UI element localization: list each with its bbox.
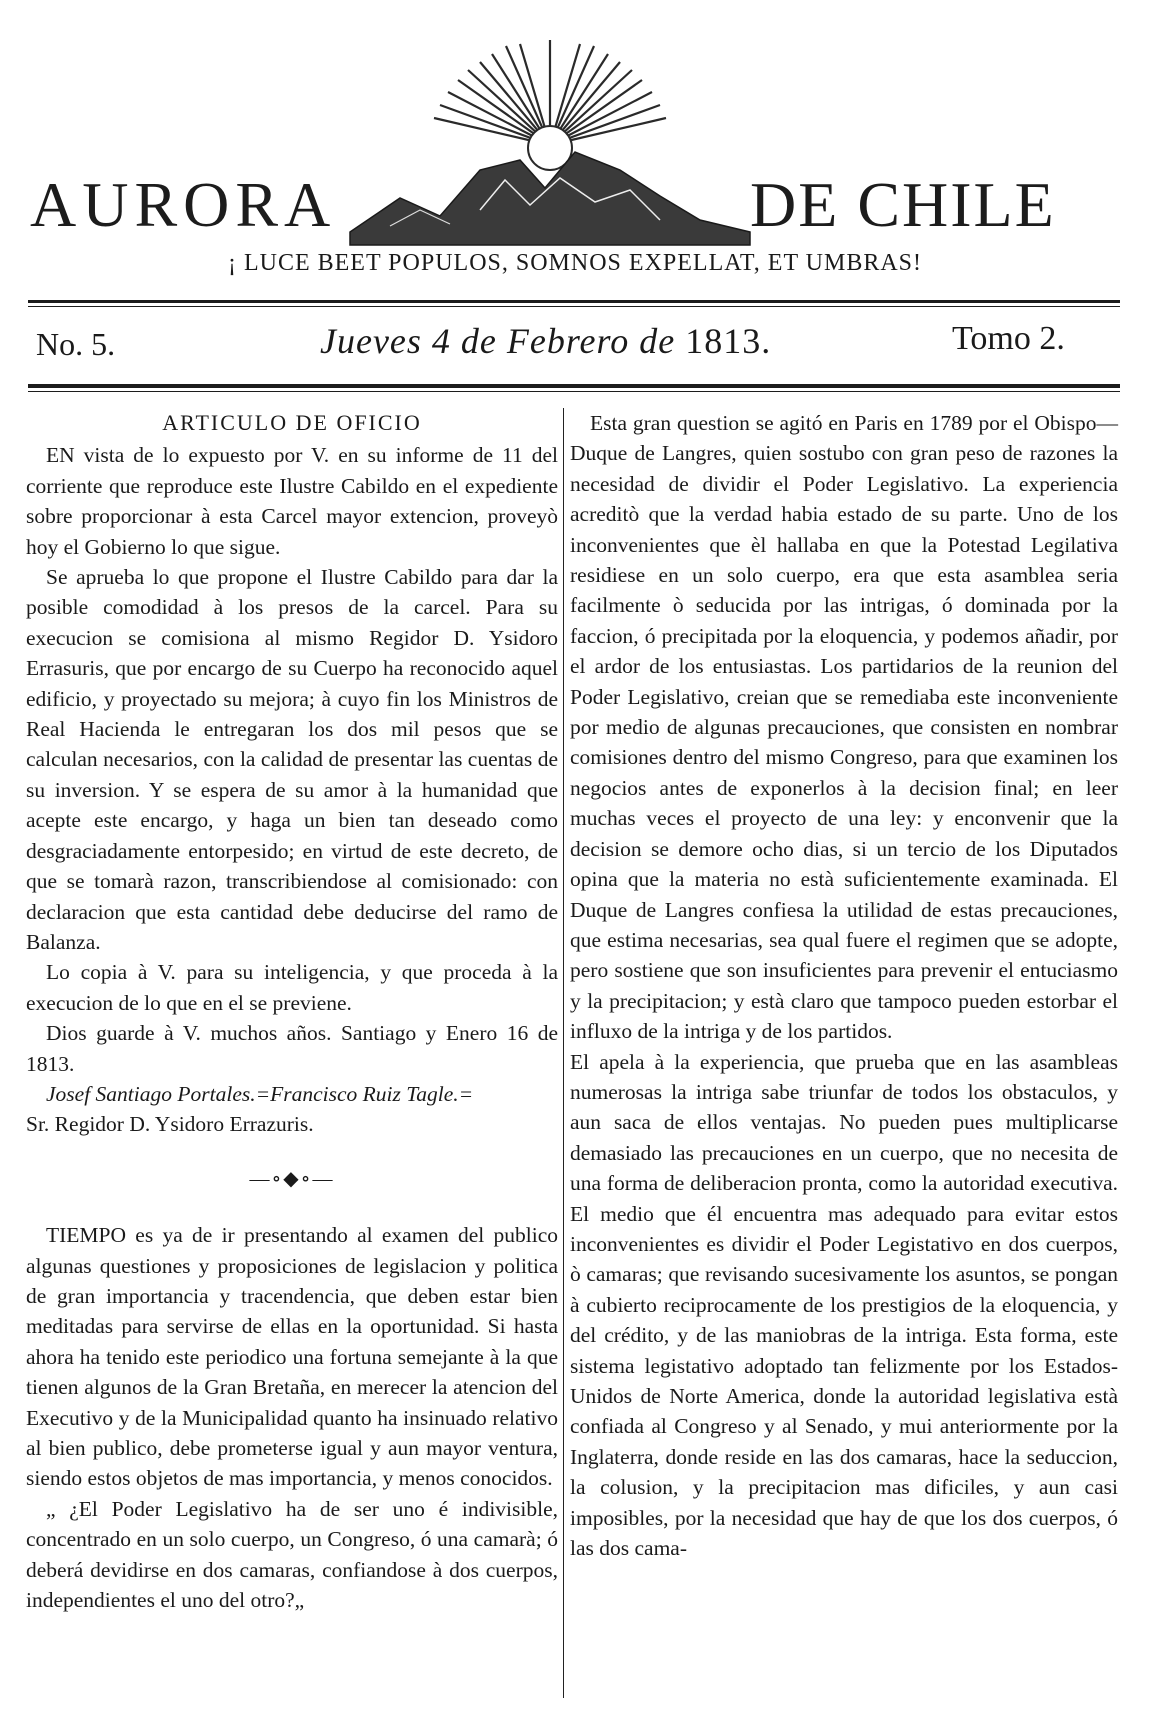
top-rule-thin [28, 306, 1120, 307]
column-divider [563, 408, 564, 1698]
masthead-title-aurora: AURORA [30, 169, 337, 240]
top-rule [28, 300, 1120, 303]
signature: Josef Santiago Portales.=Francisco Ruiz Tagle.= [46, 1081, 474, 1106]
dateline-rule [28, 384, 1120, 388]
paragraph: Lo copia à V. para su inteligencia, y que proceda à la execucion de lo que en el se previene. [26, 960, 558, 1015]
masthead-motto: ¡ LUCE BEET POPULOS, SOMNOS EXPELLAT, ET UMBRAS! [227, 250, 923, 276]
paragraph: El apela à la experiencia, que prueba que en las asambleas numerosas la intriga sabe triunfar de todos los obstaculos, y aun saca de ellos ventajas. No pueden pues multiplicarse demasiado las precauciones en un cuerpo, que no necesita de una forma de deliberacion pronta, como la autoridad executiva. El medio que él encuentra mas adequado para evitar estos inconvenientes es dividir el Poder Legistativo en dos cuerpos, ò camaras; que revisando sucesivamente los asuntos, se pongan à cubierto reciprocamente de los prestigios de la eloquencia, y del crédito, y de las maniobras de la intriga. Esta forma, este sistema legistativo adoptado tan felizmente por los Estados-Unidos de Norte America, donde la autoridad legislativa està confiada al Congreso y al Senado, y mui anteriormente por la Inglaterra, donde reside en las dos camaras, hace la seduccion, la colusion, y la precipitacion mas dificiles, y aun casi imposibles, por la necesidad que hay de que los dos cuerpos, ó las dos cama- [570, 1049, 1118, 1561]
paragraph: Dios guarde à V. muchos años. Santiago y Enero 16 de 1813. [26, 1021, 558, 1076]
dateline-rule-thin [28, 391, 1120, 392]
paragraph: EN vista de lo expuesto por V. en su informe de 11 del corriente que reproduce este Ilustre Cabildo en el expediente sobre proporcionar à esta Carcel mayor extencion, proveyò hoy el Gobierno lo que sigue. [26, 443, 558, 559]
issue-date: Jueves 4 de Febrero de 1813. [320, 321, 772, 361]
rising-sun-emblem-icon [330, 20, 770, 270]
volume-number: Tomo 2. [952, 320, 1065, 357]
dateline [0, 320, 1150, 380]
paragraph: TIEMPO es ya de ir presentando al examen del publico algunas questiones y proposiciones de legislacion y politica de gran importancia y tracendencia, que deben estar bien meditadas para servirse de ellas en la oportunidad. Si hasta ahora ha tenido este periodico una fortuna semejante à la que tienen algunos de la Gran Bretaña, en merecer la atencion del Executivo y de la Municipalidad quanto ha insinuado relativo al bien publico, debe prometerse igual y aun mayor ventura, siendo estos objetos de mas importancia, y menos conocidos. [26, 1223, 558, 1491]
recipient: Sr. Regidor D. Ysidoro Errazuris. [26, 1112, 314, 1137]
article-heading: ARTICULO DE OFICIO [162, 410, 422, 435]
section-ornament: —∘◆∘— [249, 1167, 335, 1190]
right-column [570, 408, 1118, 1563]
left-column [26, 408, 558, 1615]
masthead-title-de-chile: DE CHILE [750, 169, 1056, 240]
masthead [0, 0, 1150, 290]
issue-year: 1813. [685, 321, 772, 361]
quoted-question: „ ¿El Poder Legislativo ha de ser uno é indivisible, concentrado en un solo cuerpo, un Congreso, ó una camarà; ó deberá devidirse en dos camaras, confiandose à dos cuerpos, independientes el uno del otro?„ [26, 1496, 558, 1613]
paragraph: Esta gran question se agitó en Paris en 1789 por el Obispo—Duque de Langres, quien sostubo con gran peso de razones la necesidad de dividir el Poder Legislativo. La experiencia acreditò que la verdad habia estado de su parte. Uno de los inconvenientes que èl hallaba en que la Potestad Legilativa residiese en un solo cuerpo, era que esta asamblea seria facilmente ò seducida por las intrigas, ó dominada por la faccion, ó precipitada por la eloquencia, y podemos añadir, por el ardor de los entusiastas. Los partidarios de la reunion del Poder Legislativo, creian que se remediaba este inconveniente por medio de algunas precauciones, que consisten en nombrar comisiones dentro del mismo Congreso, para que examinen los negocios antes de exponerlos à la decision final; en leer muchas veces el proyecto de una ley: y enconvenir que la decision se demore ocho dias, si un tercio de los Diputados opina que la materia no està suficientemente examinada. El Duque de Langres confiesa la utilidad de estas precauciones, que estima necesarias, sea qual fuere el regimen que se adopte, pero sostiene que son insuficientes para prevenir el entuciasmo y la precipitacion; y està claro que tampoco pueden estorbar el influxo de la intriga y de los partidos. [570, 411, 1118, 1044]
paragraph: Se aprueba lo que propone el Ilustre Cabildo para dar la posible comodidad à los presos de la carcel. Para su execucion se comisiona al mismo Regidor D. Ysidoro Errasuris, que por encargo de su Cuerpo ha reconocido aquel edificio, y proyectado su mejora; à cuyo fin los Ministros de Real Hacienda le entregaran los dos mil pesos que se calculan necesarios, con la calidad de presentar las cuentas de su inversion. Y se espera de su amor à la humanidad que acepte este encargo, y haga un bien tan deseado como desgraciadamente entorpesido; en virtud de este decreto, de que se tomarà razon, transcribiendose al comisionado: con declaracion que esta cantidad debe deducirse del ramo de Balanza. [26, 565, 558, 954]
issue-number: No. 5. [36, 326, 116, 362]
